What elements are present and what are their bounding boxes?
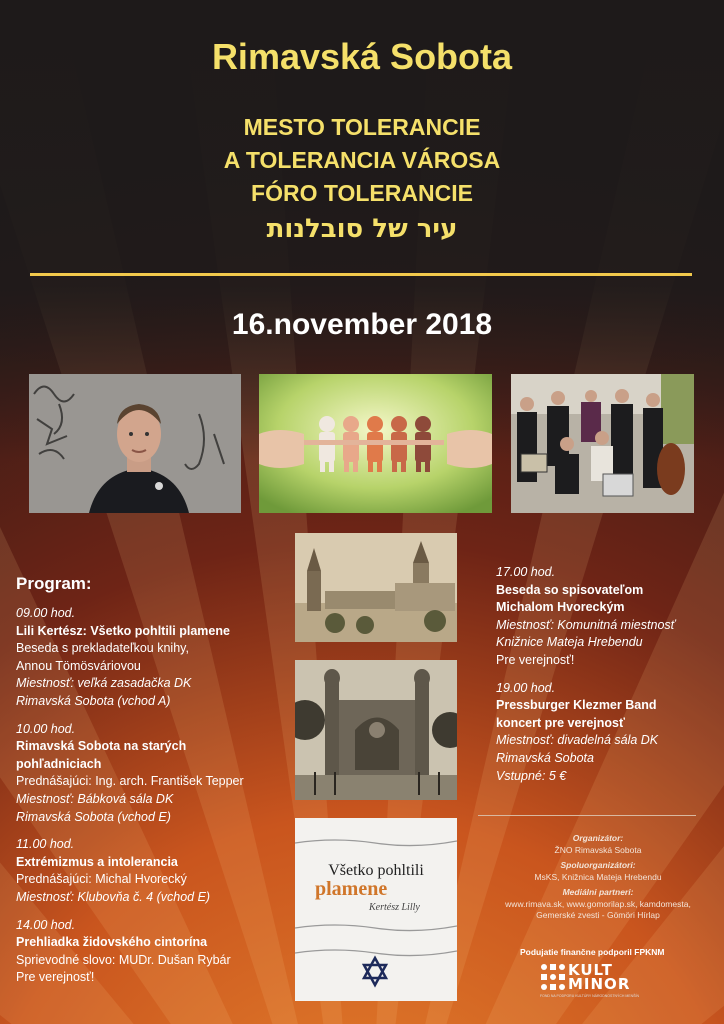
coorganizers-value: MsKS, Knižnica Mateja Hrebendu [534,871,662,882]
kult-minor-logo-icon [540,963,566,991]
city-title: Rimavská Sobota [211,36,513,77]
event-time: 14.00 hod. [16,917,76,932]
hebrew-subtitle: עיר של סובלנות [266,214,458,244]
event-location: Miestnosť: Bábková sála DK [16,791,174,806]
organizers-block [478,833,718,922]
event-date: 16.november 2018 [231,308,493,341]
funding-note: Podujatie finančne podporil FPKNM [520,947,665,957]
kult-word: KULT [568,961,613,979]
event-location: Miestnosť: veľká zasadačka DK [16,676,192,691]
program-event [16,721,286,827]
divider-rule [30,273,692,276]
event-detail: Prednášajúci: Ing. arch. František Tepper [16,774,244,789]
kult-minor-tagline: FOND NA PODPORU KULTÚRY NÁRODNOSTNÝCH MENŠÍN [540,994,639,998]
event-detail: Pre verejnosť! [16,970,95,985]
photo-paper-chain [259,374,492,513]
book-cover [295,818,457,1001]
book-title-line-1: Všetko pohltili [328,862,424,879]
organizer-label: Organizátor: [572,833,624,843]
event-title: Michalom Hvoreckým [496,600,625,615]
book-title-line-2: plamene [315,878,388,900]
event-location: Rimavská Sobota (vchod A) [16,693,171,708]
event-location: Rimavská Sobota [496,750,594,765]
coorganizers-label: Spoluorganizátori: [560,860,636,870]
event-location: Knižnice Mateja Hrebendu [496,635,643,650]
event-time: 19.00 hod. [496,680,556,695]
media-partners-label: Mediálni partneri: [562,887,634,897]
event-title: Pressburger Klezmer Band [496,698,657,713]
photo-speaker-portrait [29,374,241,513]
event-detail: Annou Tömösváriovou [16,658,141,673]
event-title: Prehliadka židovského cintorína [16,935,208,950]
program-left-column [16,605,286,987]
organizer-value: ŽNO Rimavská Sobota [554,844,642,855]
subtitle-line-3: FÓRO TOLERANCIE [251,180,473,206]
media-partners-value: Gemerské zvesti - Gömöri Hírlap [536,910,660,920]
program-event [496,564,716,670]
event-time: 17.00 hod. [496,565,556,579]
event-time: 11.00 hod. [16,837,75,852]
media-partners-value: www.rimava.sk, www.gomorilap.sk, kamdomesta, [505,898,691,909]
event-location: Miestnosť: Klubovňa č. 4 (vchod E) [16,889,211,904]
event-title: Extrémizmus a intolerancia [16,854,178,869]
event-time: 09.00 hod. [16,606,76,620]
event-location: Rimavská Sobota (vchod E) [16,809,171,824]
book-author: Kertész Lilly [369,902,420,913]
program-event [16,917,286,987]
event-title: Beseda so spisovateľom [496,582,644,597]
minor-word: MINOR [568,975,631,993]
event-time: 10.00 hod. [16,721,76,736]
program-heading: Program: [16,574,92,593]
photo-old-postcard-square [295,533,457,642]
event-detail: Beseda s prekladateľkou knihy, [16,641,189,656]
event-detail: Sprievodné slovo: MUDr. Dušan Rybár [16,952,231,967]
program-event [16,836,286,906]
event-detail: Prednášajúci: Michal Hvorecký [16,872,187,887]
event-title: Lili Kertész: Všetko pohltili plamene [16,623,230,638]
event-title: pohľadniciach [16,756,102,771]
event-title: koncert pre verejnosť [496,715,625,730]
photo-synagogue [295,660,457,800]
event-location: Vstupné: 5 € [496,768,567,783]
event-detail: Pre verejnosť! [496,652,575,667]
event-location: Miestnosť: Komunitná miestnosť [496,617,676,632]
organizers-divider [478,815,696,816]
program-right-column [496,564,716,785]
subtitle-line-1: MESTO TOLERANCIE [243,114,481,140]
event-title: Rimavská Sobota na starých [16,739,187,754]
subtitle-line-2: A TOLERANCIA VÁROSA [223,147,501,173]
program-event [496,680,716,786]
program-event [16,605,286,711]
kult-minor-wordmark [568,963,630,991]
photo-klezmer-band [511,374,694,513]
event-location: Miestnosť: divadelná sála DK [496,733,659,748]
